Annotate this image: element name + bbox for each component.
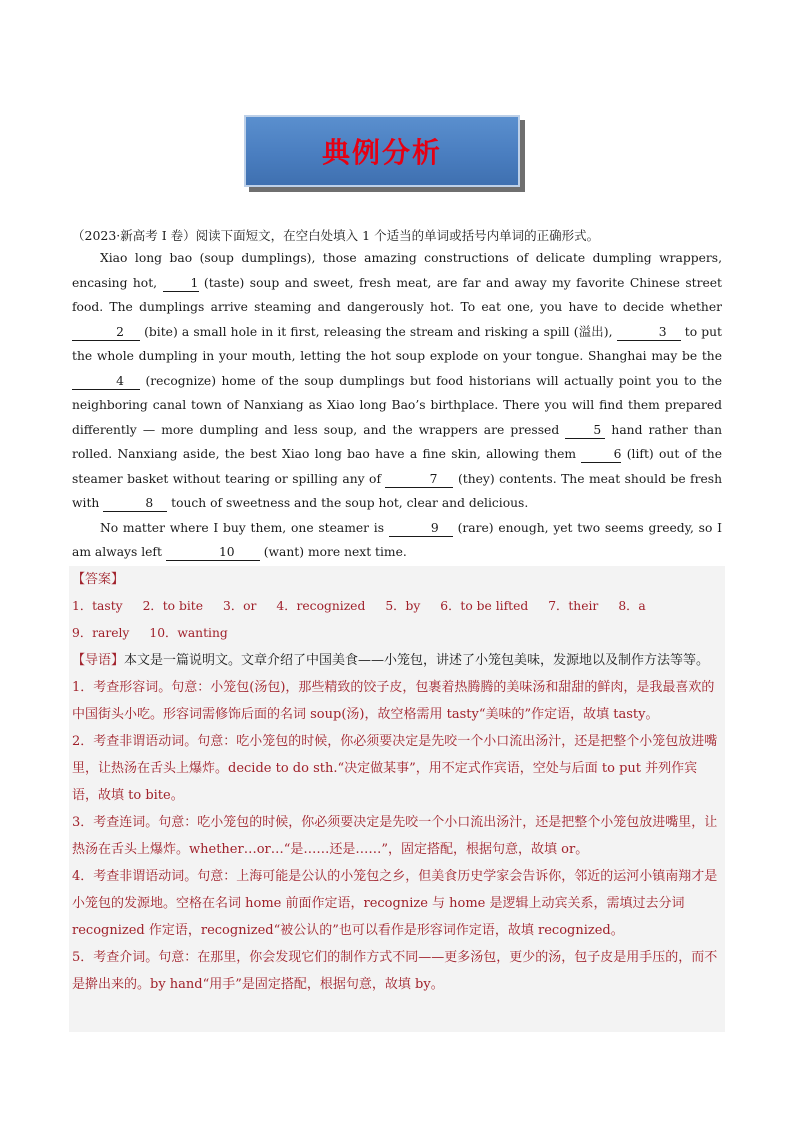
explanation-4: 4．考查非谓语动词。句意：上海可能是公认的小笼包之乡，但美食历史学家会告诉你，邻近的运河小镇南翔才是小笼包的发源地。空格在名词 home 前面作定语，recognize 与 home 是逻辑上动宾关系，需填过去分词 recognized 作定语，recognized“被公认的”也可以看作是形容词作定语，故填 recognized。 [72,869,718,938]
blank-7: 7 [385,471,453,488]
blank-10: 10 [166,544,260,561]
passage-paragraph-2 [72,516,722,565]
blank-1: 1 [163,275,199,292]
answer-analysis-panel [69,566,725,1032]
passage-text: (they) contents. The meat should be fresh with [72,471,722,510]
passage-text: (bite) a small hole in it first, releasing the stream and risking a spill (溢出), [140,324,617,339]
blank-4: 4 [72,373,140,390]
title-banner [244,115,520,187]
answer-item: 7．their [548,599,599,613]
explanation-2: 2．考查非谓语动词。句意：吃小笼包的时候，你必须要决定是先咬一个小口流出汤汁，还是把整个小笼包放进嘴里，让热汤在舌头上爆炸。decide to do sth.“决定做某事”，用不定式作宾语，空处与后面 to put 并列作宾语，故填 to bite。 [72,734,718,803]
guide-paragraph [72,647,722,674]
passage-text: Xiao long bao (soup dumplings), those amazing constructions of delicate dumpling wrappers, encasing hot, [72,251,722,290]
passage-text: (lift) out of the steamer basket without tearing or spilling any of [72,447,722,486]
answer-item: 2．to bite [142,599,203,613]
reading-passage [72,246,722,565]
answer-row-1 [72,593,722,620]
passage-text: (taste) soup and sweet, fresh meat, are far and away my favorite Chinese street food. The dumplings arrive steaming and dangerously hot. To eat one, you have to decide whether [72,275,722,314]
passage-text: (want) more next time. [259,545,407,559]
guide-tag: 【导语】 [72,653,125,668]
blank-8: 8 [103,495,167,512]
explanation-5: 5．考查介词。句意：在那里，你会发现它们的制作方式不同——更多汤包，更少的汤，包子皮是用手压的，而不是擀出来的。by hand“用手”是固定搭配，根据句意，故填 by。 [72,950,718,992]
answer-item: 8．a [618,599,646,613]
answer-item: 9．rarely [72,626,130,640]
page-title: 典例分析 [321,136,442,169]
passage-text: (rare) enough, yet two seems greedy, so I am always left [72,520,723,559]
blank-2: 2 [72,324,140,341]
explanation-1: 1．考查形容词。句意：小笼包(汤包)，那些精致的饺子皮，包裹着热腾腾的美味汤和甜甜的鲜肉，是我最喜欢的中国街头小吃。形容词需修饰后面的名词 soup(汤)，故空格需用 tasty“美味的”作定语，故填 tasty。 [72,680,715,722]
blank-3: 3 [617,324,681,341]
answer-item: 1．tasty [72,599,123,613]
guide-text: 本文是一篇说明文。文章介绍了中国美食——小笼包，讲述了小笼包美味，发源地以及制作方法等等。 [124,653,710,668]
passage-text: to put the whole dumpling in your mouth, letting the hot soup explode on your tongue. Shanghai may be the [72,324,722,363]
passage-text: touch of sweetness and the soup hot, clear and delicious. [167,496,529,510]
passage-text: (recognize) home of the soup dumplings but food historians will actually point you to the neighboring canal town of Nanxiang as Xiao long Bao’s birthplace. There you will find them prepared differently — more dumpling and less soup, and the wrappers are pressed [72,373,722,437]
answer-item: 10．wanting [149,626,228,640]
answer-item: 5．by [385,599,421,613]
answer-item: 4．recognized [276,599,366,613]
passage-text: No matter where I buy them, one steamer is [100,520,389,535]
blank-9: 9 [389,520,453,537]
answer-row-2 [72,620,722,647]
question-source: （2023·新高考 I 卷）阅读下面短文，在空白处填入 1 个适当的单词或括号内单词的正确形式。 [72,228,600,243]
blank-5: 5 [565,422,605,439]
answer-item: 3．or [223,599,257,613]
answer-tag: 【答案】 [72,572,125,587]
passage-text: hand rather than rolled. Nanxiang aside, the best Xiao long bao have a fine skin, allowing them [72,422,723,461]
answer-item: 6．to be lifted [440,599,529,613]
passage-paragraph-1 [72,246,722,516]
explanation-3: 3．考查连词。句意：吃小笼包的时候，你必须要决定是先咬一个小口流出汤汁，还是把整个小笼包放进嘴里，让热汤在舌头上爆炸。whether…or…“是……还是……”，固定搭配，根据句意，故填 or。 [72,815,718,857]
blank-6: 6 [581,446,621,463]
